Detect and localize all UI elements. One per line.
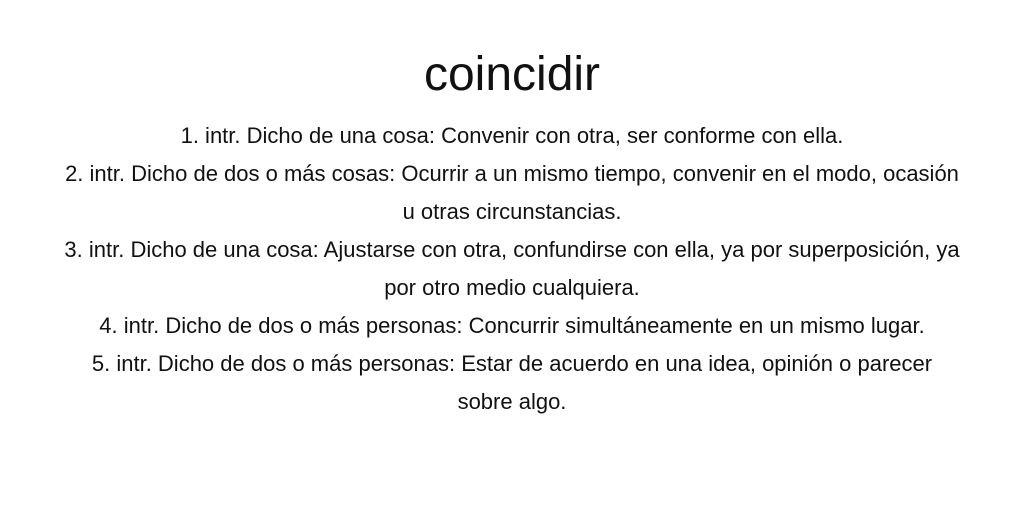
definitions-list <box>62 117 962 421</box>
definition-item: 3. intr. Dicho de una cosa: Ajustarse con otra, confundirse con ella, ya por superposición, ya por otro medio cualquiera. <box>64 237 960 300</box>
definition-item: 4. intr. Dicho de dos o más personas: Concurrir simultáneamente en un mismo lugar. <box>99 313 925 338</box>
headword: coincidir <box>423 48 601 101</box>
definition-item: 2. intr. Dicho de dos o más cosas: Ocurrir a un mismo tiempo, convenir en el modo, ocasión u otras circunstancias. <box>65 161 959 224</box>
definition-item: 1. intr. Dicho de una cosa: Convenir con otra, ser conforme con ella. <box>180 123 844 148</box>
definition-item: 5. intr. Dicho de dos o más personas: Estar de acuerdo en una idea, opinión o parecer sobre algo. <box>91 351 933 414</box>
